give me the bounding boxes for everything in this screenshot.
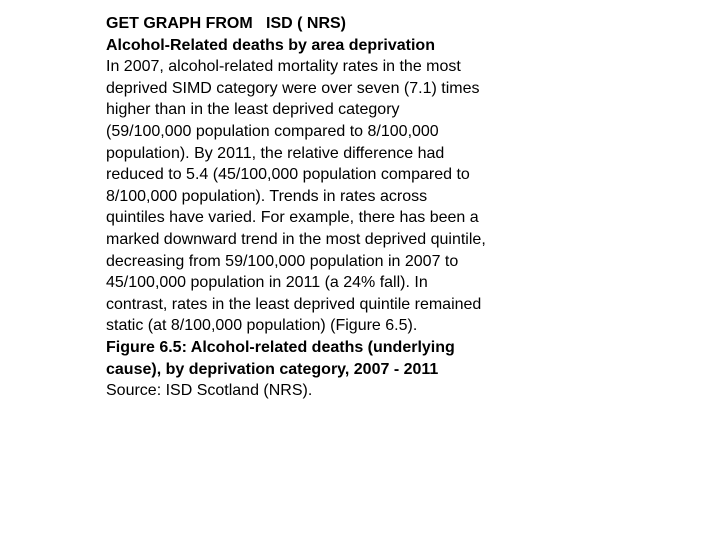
body-line: higher than in the least deprived category: [106, 101, 400, 119]
body-line: 45/100,000 population in 2011 (a 24% fall). In: [106, 274, 428, 292]
figure-caption: cause), by deprivation category, 2007 - 2011: [106, 360, 439, 378]
body-line: (59/100,000 population compared to 8/100,000: [106, 122, 439, 140]
body-line: deprived SIMD category were over seven (7.1) times: [106, 79, 480, 97]
body-line: decreasing from 59/100,000 population in 2007 to: [106, 252, 459, 270]
body-line: reduced to 5.4 (45/100,000 population compared to: [106, 166, 470, 184]
text-block: [106, 13, 546, 402]
body-line: marked downward trend in the most deprived quintile,: [106, 230, 486, 248]
graph-placeholder-heading: GET GRAPH FROM ISD ( NRS): [106, 15, 346, 32]
body-line: static (at 8/100,000 population) (Figure 6.5).: [106, 317, 418, 335]
body-line: In 2007, alcohol-related mortality rates in the most: [106, 58, 461, 76]
figure-caption: Figure 6.5: Alcohol-related deaths (underlying: [106, 338, 455, 356]
body-line: 8/100,000 population). Trends in rates across: [106, 187, 428, 205]
section-title: Alcohol-Related deaths by area deprivation: [106, 36, 435, 54]
body-line: contrast, rates in the least deprived quintile remained: [106, 295, 482, 313]
body-line: population). By 2011, the relative difference had: [106, 144, 445, 162]
source-note: Source: ISD Scotland (NRS).: [106, 382, 313, 400]
body-line: quintiles have varied. For example, there has been a: [106, 209, 479, 227]
